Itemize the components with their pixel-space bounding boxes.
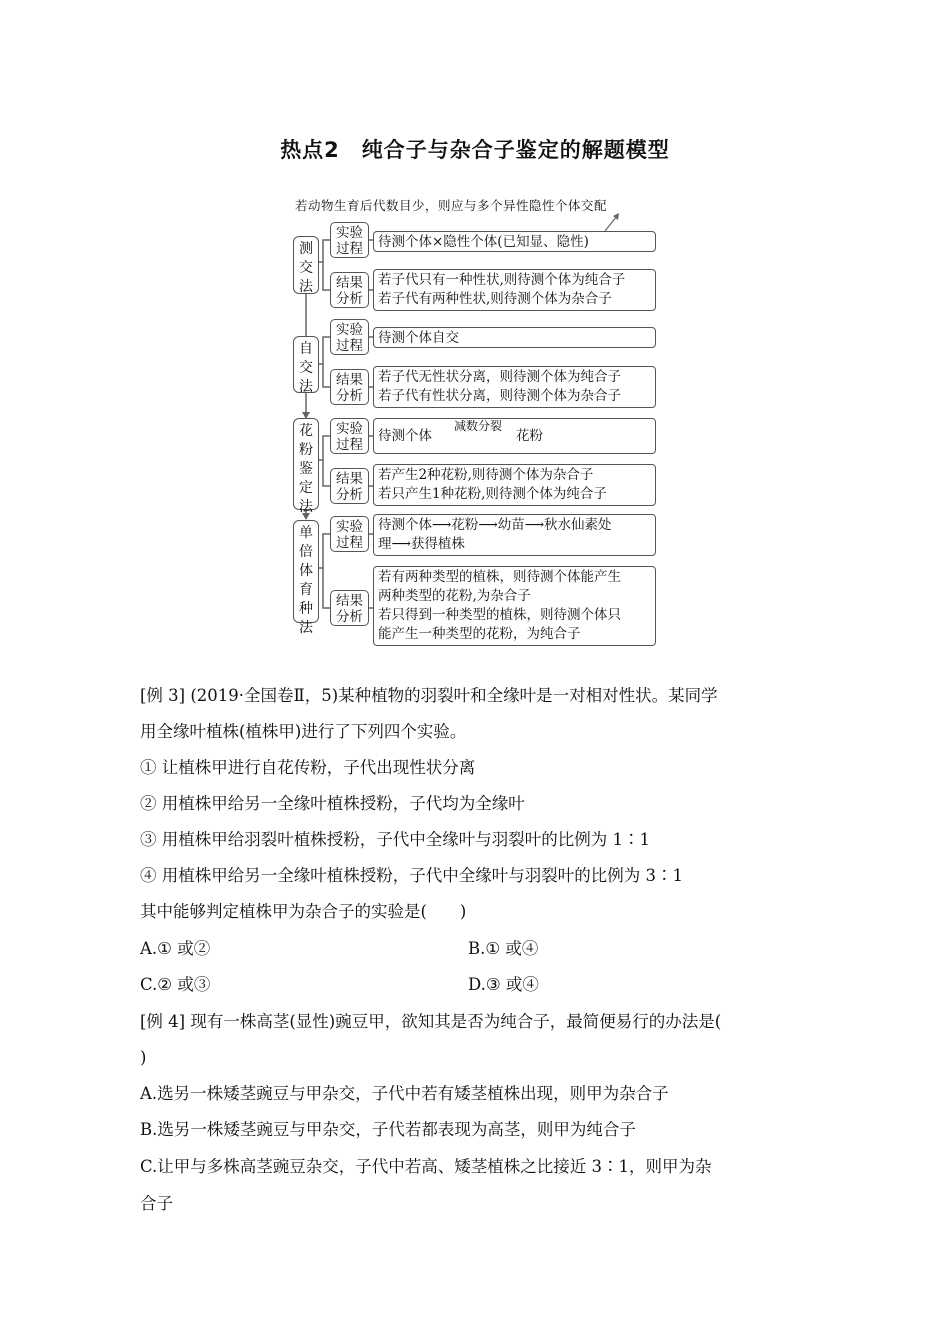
method-label: 单倍体育种法 [299,525,313,636]
content-result [373,366,656,408]
example3-item: ④ 用植株甲给另一全缘叶植株授粉，子代中全缘叶与羽裂叶的比例为 3∶1 [140,866,683,885]
method-pollen [293,418,319,515]
identification-diagram [285,196,670,651]
example3-question: 其中能够判定植株甲为杂合子的实验是( ) [140,902,467,921]
method-label: 自交法 [299,341,313,395]
step-result-label: 结果分析 [330,468,369,504]
step-process-label: 实验过程 [330,319,369,355]
content-line: 若产生2种花粉,则待测个体为杂合子 [378,467,594,483]
content-line: 待测个体×隐性个体(已知显、隐性) [378,234,589,250]
content-line: 两种类型的花粉,为杂合子 [378,588,531,604]
content-line: 若只得到一种类型的植株，则待测个体只 [378,607,621,623]
content-line: 理⟶获得植株 [378,536,465,552]
diagram-note: 若动物生育后代数目少，则应与多个异性隐性个体交配 [295,198,608,213]
content-process [373,514,656,556]
page-title: 热点2 纯合子与杂合子鉴定的解题模型 [280,138,670,162]
content-line: 若子代有两种性状,则待测个体为杂合子 [378,291,612,307]
content-process-end: 花粉 [516,428,543,444]
example3-item: ③ 用植株甲给羽裂叶植株授粉，子代中全缘叶与羽裂叶的比例为 1∶1 [140,830,650,849]
example4-line2: ) [140,1048,147,1067]
example3-item: ② 用植株甲给另一全缘叶植株授粉，子代均为全缘叶 [140,794,525,813]
method-testcross [293,236,319,294]
content-result [373,269,656,311]
step-process-label: 实验过程 [330,516,369,552]
content-line: 能产生一种类型的花粉，为纯合子 [378,626,581,642]
example4-option-c: C.让甲与多株高茎豌豆杂交，子代中若高、矮茎植株之比接近 3∶1，则甲为杂 [140,1157,712,1176]
method-label: 花粉鉴定法 [299,423,313,515]
step-result-label: 结果分析 [330,272,369,308]
content-line: 若有两种类型的植株，则待测个体能产生 [378,569,621,585]
step-process-label: 实验过程 [330,222,369,258]
content-process-arrow-label: 减数分裂 [454,419,503,433]
content-process-start: 待测个体 [378,428,432,444]
method-selfcross [293,336,319,393]
content-line: 待测个体自交 [378,330,459,346]
example3-option-a: A.① 或② [140,939,211,958]
example3-option-b: B.① 或④ [468,939,539,958]
method-label: 测交法 [299,241,313,295]
step-process-label: 实验过程 [330,418,369,454]
content-result [373,566,656,646]
content-process [373,327,656,348]
example4-option-a: A.选另一株矮茎豌豆与甲杂交，子代中若有矮茎植株出现，则甲为杂合子 [140,1084,669,1103]
content-line: 待测个体⟶花粉⟶幼苗⟶秋水仙素处 [378,517,612,533]
method-haploid [293,520,319,636]
content-line: 若子代无性状分离，则待测个体为纯合子 [378,369,621,385]
example3-line1: [例 3] (2019·全国卷Ⅱ，5)某种植物的羽裂叶和全缘叶是一对相对性状。某同学 [140,686,718,705]
example3-item: ① 让植株甲进行自花传粉，子代出现性状分离 [140,758,476,777]
example4-line1: [例 4] 现有一株高茎(显性)豌豆甲，欲知其是否为纯合子，最简便易行的办法是( [140,1012,722,1031]
example3-option-c: C.② 或③ [140,975,211,994]
content-process [373,231,656,252]
content-line: 若子代有性状分离，则待测个体为杂合子 [378,388,621,404]
content-process [373,418,656,454]
example3-line2: 用全缘叶植株(植株甲)进行了下列四个实验。 [140,722,467,741]
content-line: 若只产生1种花粉,则待测个体为纯合子 [378,486,607,502]
step-result-label: 结果分析 [330,590,369,626]
content-line: 若子代只有一种性状,则待测个体为纯合子 [378,272,626,288]
example3-option-d: D.③ 或④ [468,975,539,994]
example4-option-b: B.选另一株矮茎豌豆与甲杂交，子代若都表现为高茎，则甲为纯合子 [140,1120,636,1139]
example4-option-c-cont: 合子 [140,1194,173,1213]
content-result [373,464,656,506]
step-result-label: 结果分析 [330,369,369,405]
